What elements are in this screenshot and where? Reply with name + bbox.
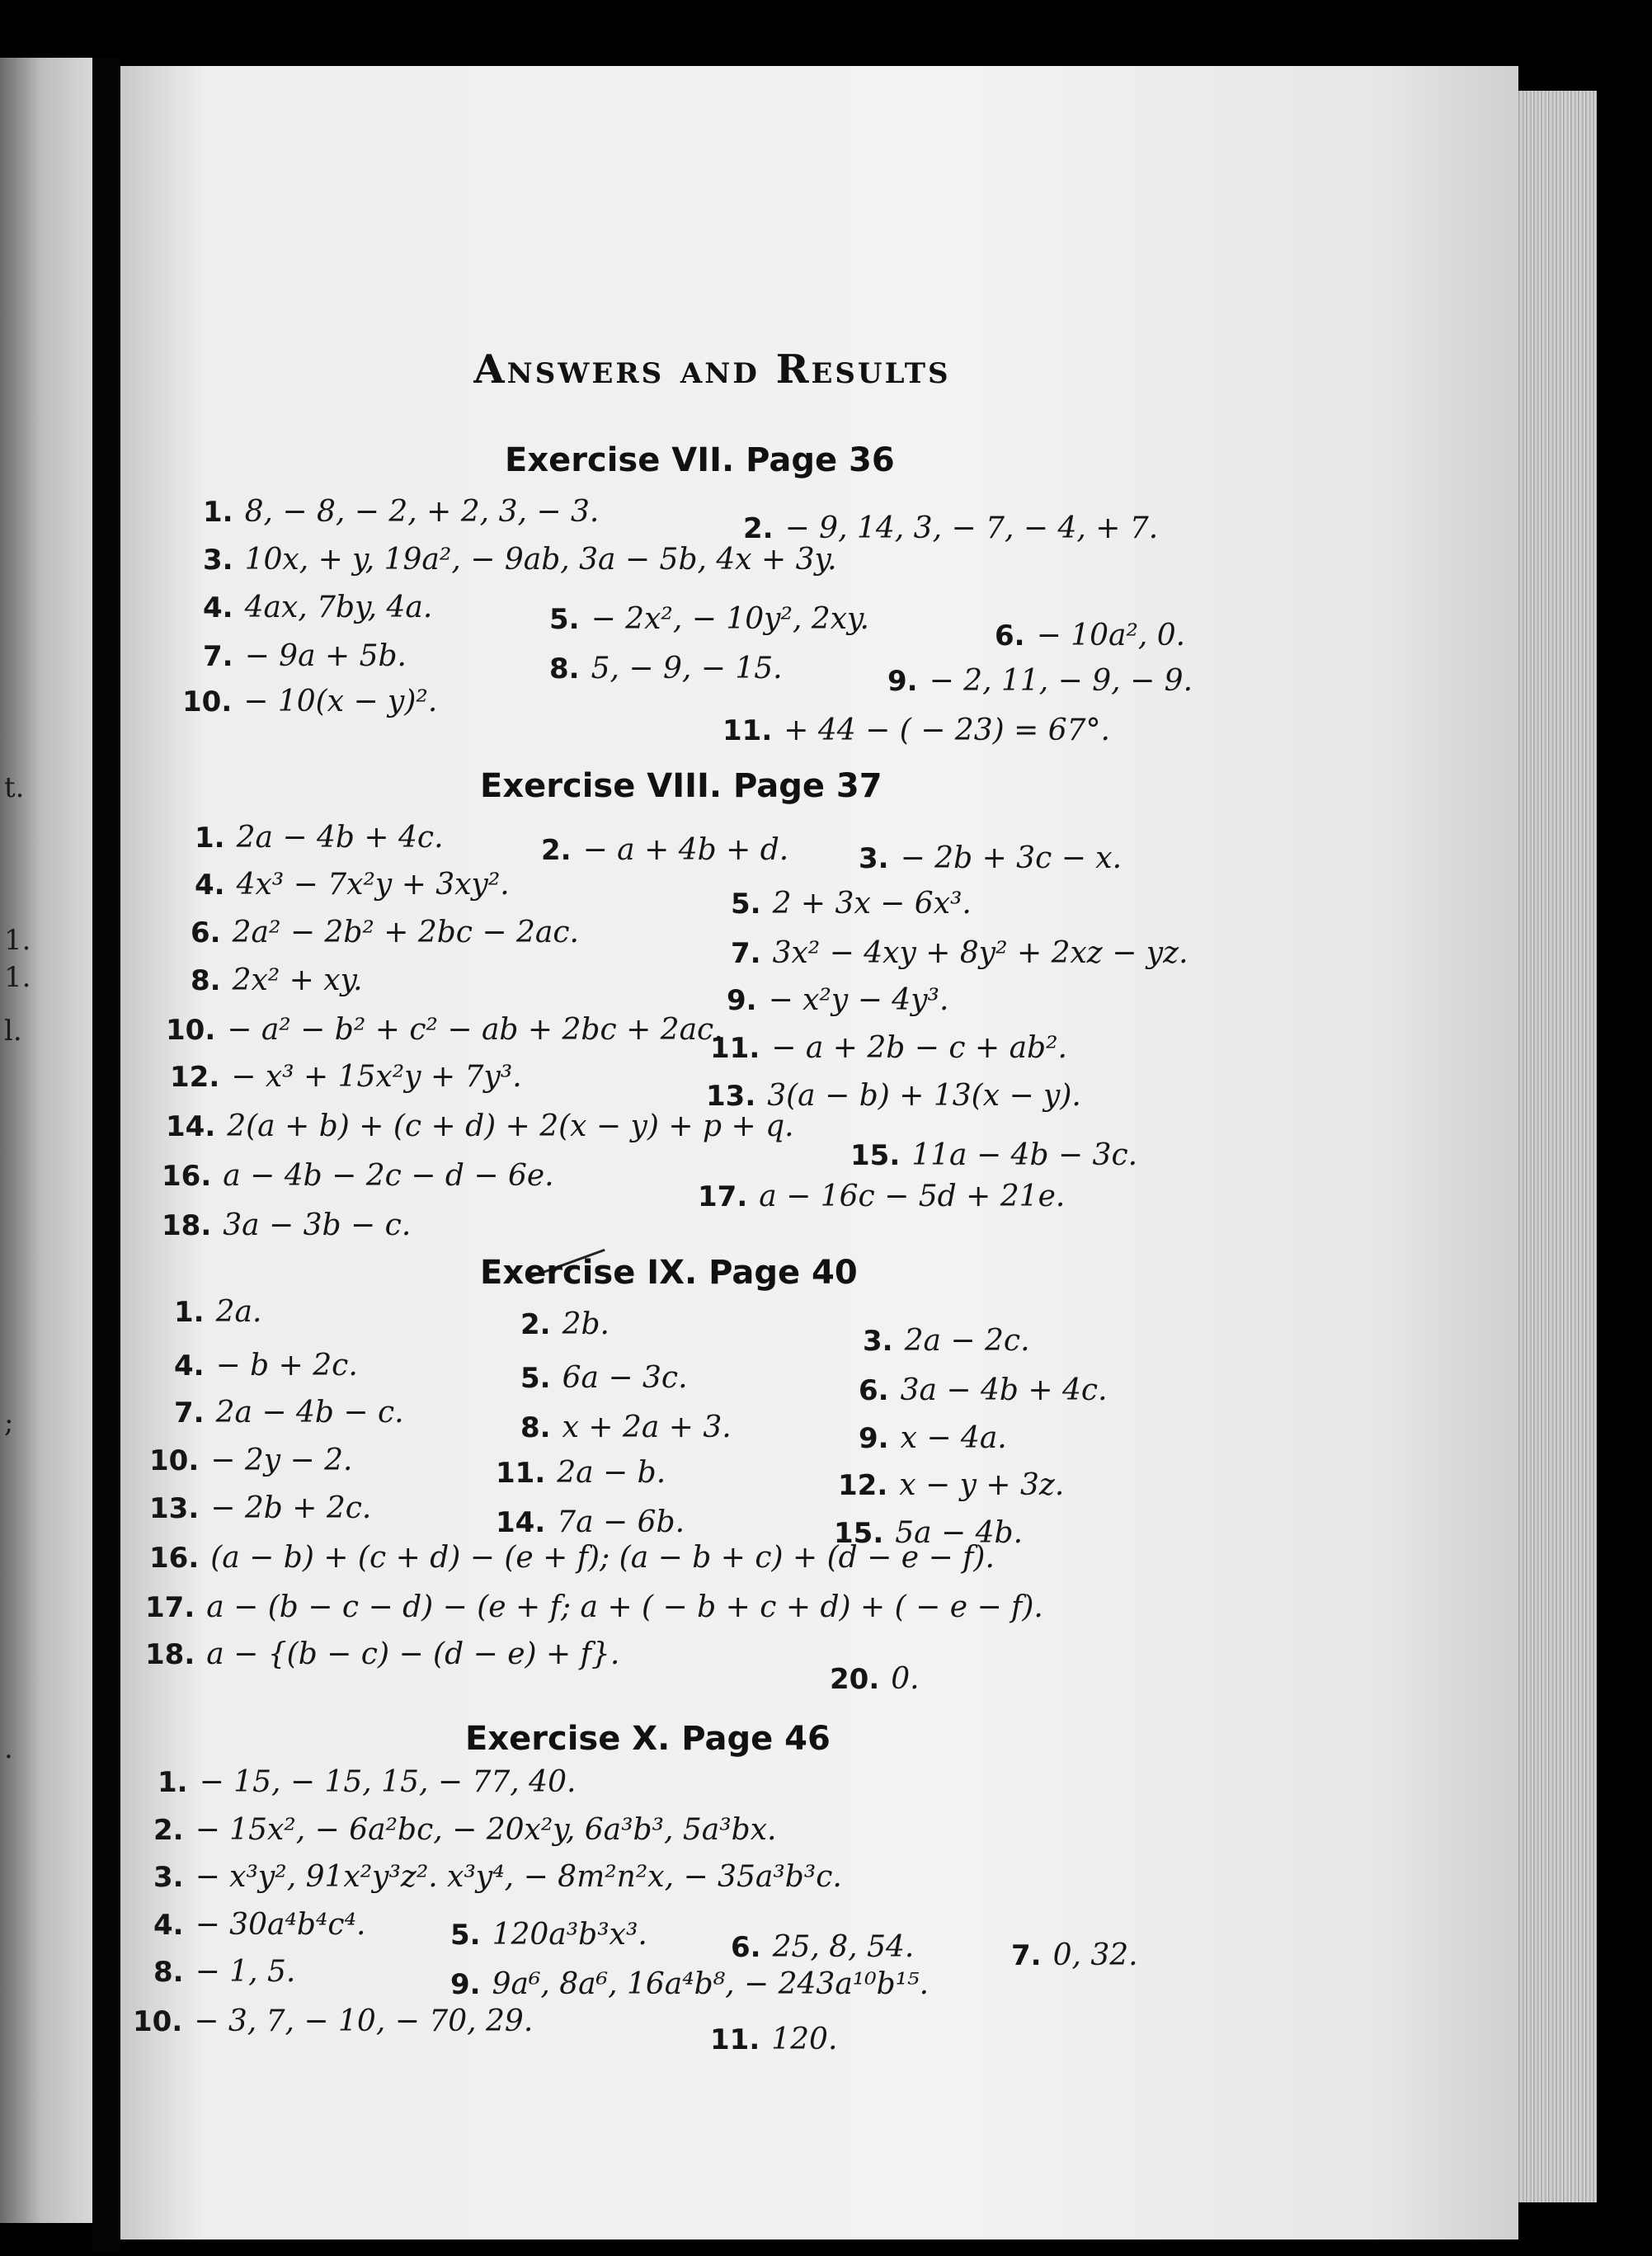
answer-item: 2. 2b. (520, 1307, 609, 1341)
answer-number: 9. (727, 984, 757, 1017)
answer-item: 5. 120a³b³x³. (450, 1918, 647, 1952)
answer-item: 3. 2a − 2c. (863, 1324, 1030, 1358)
answer-item: 4. − b + 2c. (174, 1349, 358, 1382)
answer-number: 4. (174, 1349, 205, 1382)
answer-number: 6. (191, 916, 221, 949)
answer-number: 7. (174, 1396, 205, 1429)
answer-number: 12. (838, 1469, 888, 1502)
answer-item: 3. 10x, + y, 19a², − 9ab, 3a − 5b, 4x + 3y. (203, 543, 837, 577)
answer-number: 5. (549, 603, 580, 636)
answer-number: 2. (541, 834, 572, 867)
answer-number: 14. (166, 1110, 216, 1143)
answer-number: 3. (863, 1325, 893, 1358)
answer-item: 16. (a − b) + (c + d) − (e + f); (a − b + c) + (d − e − f). (149, 1541, 995, 1575)
left-page-fragment: 1. (4, 924, 31, 957)
answer-item: 7. − 9a + 5b. (203, 639, 407, 673)
answer-number: 4. (195, 869, 225, 902)
answer-number: 6. (731, 1931, 761, 1964)
answer-item: 11. 2a − b. (496, 1456, 666, 1490)
answer-number: 1. (195, 822, 225, 855)
answer-number: 16. (162, 1160, 212, 1193)
answer-item: 11. 120. (710, 2023, 838, 2056)
answer-number: 18. (162, 1209, 212, 1242)
answer-item: 1. 2a. (174, 1295, 262, 1329)
answer-number: 8. (549, 652, 580, 685)
answer-number: 9. (859, 1422, 889, 1455)
answer-item: 12. − x³ + 15x²y + 7y³. (170, 1060, 522, 1094)
answer-item: 8. x + 2a + 3. (520, 1411, 732, 1444)
answer-item: 18. 3a − 3b − c. (162, 1208, 412, 1242)
answer-item: 13. 3(a − b) + 13(x − y). (706, 1079, 1081, 1113)
answer-number: 5. (450, 1919, 481, 1952)
answer-number: 17. (698, 1180, 748, 1213)
answer-number: 8. (153, 1956, 184, 1989)
left-page-fragment: t. (4, 771, 25, 804)
answer-item: 4. − 30a⁴b⁴c⁴. (153, 1908, 366, 1942)
answer-number: 11. (722, 714, 773, 747)
answer-number: 8. (520, 1411, 551, 1444)
book-page (120, 66, 1518, 2240)
answer-item: 15. 11a − 4b − 3c. (850, 1138, 1138, 1172)
answer-number: 2. (520, 1308, 551, 1341)
answer-item: 14. 2(a + b) + (c + d) + 2(x − y) + p + q. (166, 1109, 794, 1143)
answer-number: 10. (182, 685, 233, 718)
answer-item: 15. 5a − 4b. (834, 1516, 1024, 1550)
answer-number: 10. (166, 1014, 216, 1047)
answer-number: 13. (149, 1492, 200, 1525)
answer-number: 1. (203, 496, 233, 529)
answer-item: 5. − 2x², − 10y², 2xy. (549, 602, 869, 636)
answer-item: 9. − x²y − 4y³. (727, 983, 949, 1017)
answer-item: 1. 8, − 8, − 2, + 2, 3, − 3. (203, 495, 600, 529)
answer-item: 2. − 15x², − 6a²bc, − 20x²y, 6a³b³, 5a³bx. (153, 1813, 777, 1847)
answer-item: 12. x − y + 3z. (838, 1468, 1065, 1502)
answer-item: 6. 3a − 4b + 4c. (859, 1373, 1108, 1407)
answer-number: 15. (834, 1517, 884, 1550)
answer-item: 3. − x³y², 91x²y³z². x³y⁴, − 8m²n²x, − 35a³b³c. (153, 1860, 842, 1894)
answer-number: 4. (153, 1909, 184, 1942)
answer-number: 9. (450, 1968, 481, 2001)
answer-number: 5. (520, 1362, 551, 1395)
answer-number: 10. (133, 2005, 183, 2038)
answer-item: 5. 6a − 3c. (520, 1361, 688, 1395)
answer-item: 3. − 2b + 3c − x. (859, 841, 1123, 875)
answer-item: 10. − 10(x − y)². (182, 685, 438, 718)
answer-item: 2. − 9, 14, 3, − 7, − 4, + 7. (743, 511, 1159, 545)
answer-item: 16. a − 4b − 2c − d − 6e. (162, 1159, 554, 1193)
answer-item: 9. 9a⁶, 8a⁶, 16a⁴b⁸, − 243a¹⁰b¹⁵. (450, 1967, 930, 2001)
answer-item: 6. 2a² − 2b² + 2bc − 2ac. (191, 916, 579, 949)
answer-item: 4. 4ax, 7by, 4a. (203, 591, 433, 624)
answer-number: 9. (887, 665, 918, 698)
answer-number: 17. (145, 1591, 195, 1624)
answer-number: 6. (995, 619, 1025, 652)
answer-item: 6. 25, 8, 54. (731, 1930, 915, 1964)
left-page-fragment: 1. (4, 961, 31, 994)
answer-number: 5. (731, 888, 761, 921)
left-page-fragment: l. (4, 1015, 22, 1048)
answer-item: 8. − 1, 5. (153, 1955, 296, 1989)
answer-item: 10. − 3, 7, − 10, − 70, 29. (133, 2004, 534, 2038)
answer-item: 1. 2a − 4b + 4c. (195, 821, 444, 855)
answer-item: 18. a − {(b − c) − (d − e) + f}. (145, 1637, 620, 1671)
exercise-heading: Exercise VII. Page 36 (505, 441, 895, 479)
answer-item: 7. 0, 32. (1011, 1938, 1138, 1972)
answer-item: 9. x − 4a. (859, 1421, 1007, 1455)
exercise-heading: Exercise IX. Page 40 (480, 1254, 858, 1292)
answer-item: 4. 4x³ − 7x²y + 3xy². (195, 868, 510, 902)
answer-number: 3. (859, 842, 889, 875)
answer-number: 10. (149, 1444, 200, 1477)
answer-number: 1. (158, 1766, 188, 1799)
scan-right-border (1597, 0, 1652, 2256)
answer-number: 12. (170, 1061, 220, 1094)
answer-item: 5. 2 + 3x − 6x³. (731, 887, 972, 921)
scan-top-border (0, 0, 1597, 68)
answer-item: 7. 2a − 4b − c. (174, 1396, 404, 1429)
exercise-heading: Exercise X. Page 46 (465, 1720, 831, 1758)
answer-number: 3. (203, 544, 233, 577)
answer-number: 4. (203, 591, 233, 624)
answer-item: 8. 5, − 9, − 15. (549, 652, 783, 685)
answer-item: 17. a − (b − c − d) − (e + f; a + ( − b + c + d) + ( − e − f). (145, 1590, 1043, 1624)
answer-item: 8. 2x² + xy. (191, 963, 363, 997)
answer-number: 2. (153, 1814, 184, 1847)
answer-item: 2. − a + 4b + d. (541, 833, 789, 867)
answer-number: 1. (174, 1296, 205, 1329)
answer-number: 20. (830, 1663, 880, 1696)
answer-item: 10. − a² − b² + c² − ab + 2bc + 2ac. (166, 1013, 723, 1047)
answer-item: 7. 3x² − 4xy + 8y² + 2xz − yz. (731, 936, 1188, 970)
answer-item: 1. − 15, − 15, 15, − 77, 40. (158, 1765, 577, 1799)
exercise-heading: Exercise VIII. Page 37 (480, 767, 882, 805)
answer-number: 18. (145, 1638, 195, 1671)
answer-number: 11. (710, 2023, 760, 2056)
answer-item: 11. − a + 2b − c + ab². (710, 1031, 1067, 1065)
answer-number: 11. (496, 1457, 546, 1490)
page-edge-stack (1518, 91, 1597, 2202)
answer-number: 6. (859, 1374, 889, 1407)
page-title: Answers and Results (473, 346, 951, 393)
answer-number: 7. (1011, 1939, 1042, 1972)
answer-item: 20. 0. (830, 1662, 920, 1696)
left-page-fragment: ; (4, 1406, 14, 1439)
answer-number: 16. (149, 1542, 200, 1575)
answer-number: 8. (191, 964, 221, 997)
answer-number: 2. (743, 512, 774, 545)
answer-number: 11. (710, 1032, 760, 1065)
answer-item: 11. + 44 − ( − 23) = 67°. (722, 714, 1110, 747)
answer-number: 7. (731, 937, 761, 970)
answer-number: 15. (850, 1139, 901, 1172)
answer-item: 10. − 2y − 2. (149, 1444, 353, 1477)
answer-number: 13. (706, 1080, 756, 1113)
answer-item: 9. − 2, 11, − 9, − 9. (887, 664, 1193, 698)
answer-item: 14. 7a − 6b. (496, 1505, 685, 1539)
answer-item: 17. a − 16c − 5d + 21e. (698, 1180, 1066, 1213)
answer-number: 3. (153, 1861, 184, 1894)
answer-item: 13. − 2b + 2c. (149, 1491, 372, 1525)
answer-item: 6. − 10a², 0. (995, 619, 1186, 652)
answer-number: 14. (496, 1506, 546, 1539)
answer-number: 7. (203, 640, 233, 673)
left-page-fragment: . (4, 1732, 13, 1765)
